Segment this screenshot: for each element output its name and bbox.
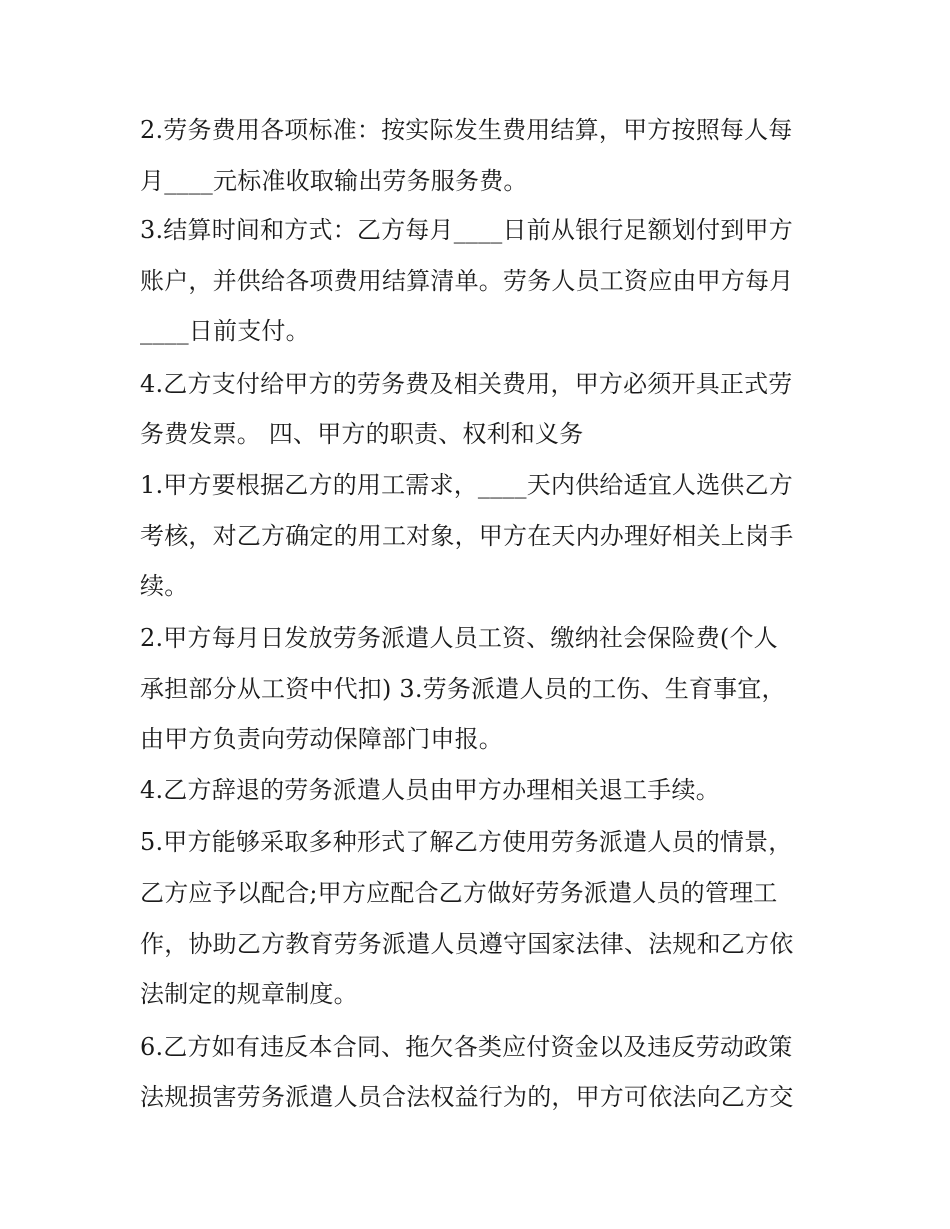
text-line: 账户，并供给各项费用结算清单。劳务人员工资应由甲方每月 [140,267,794,295]
text-line: 4.乙方辞退的劳务派遣人员由甲方办理相关退工手续。 [140,776,720,804]
text-line: 3.结算时间和方式：乙方每月____日前从银行足额划付到甲方 [140,216,793,244]
text-line: 2.劳务费用各项标准：按实际发生费用结算，甲方按照每人每 [140,116,793,144]
text-line: 2.甲方每月日发放劳务派遣人员工资、缴纳社会保险费(个人 [140,624,778,652]
text-line: 法规损害劳务派遣人员合法权益行为的，甲方可依法向乙方交 [140,1083,794,1111]
text-line: ____日前支付。 [140,317,310,345]
text-line: 4.乙方支付给甲方的劳务费及相关费用，甲方必须开具正式劳 [140,370,793,398]
text-line: 考核，对乙方确定的用工对象，甲方在天内办理好相关上岗手 [140,522,794,550]
text-line: 6.乙方如有违反本合同、拖欠各类应付资金以及违反劳动政策 [140,1033,793,1061]
text-line: 乙方应予以配合;甲方应配合乙方做好劳务派遣人员的管理工 [140,879,778,907]
text-line: 5.甲方能够采取多种形式了解乙方使用劳务派遣人员的情景， [140,828,793,856]
text-line: 月____元标准收取输出劳务服务费。 [140,167,528,195]
text-line: 务费发票。 四、甲方的职责、权利和义务 [140,420,584,448]
text-line: 法制定的规章制度。 [140,980,358,1008]
text-line: 承担部分从工资中代扣) 3.劳务派遣人员的工伤、生育事宜， [140,675,786,703]
text-line: 由甲方负责向劳动保障部门申报。 [140,725,503,753]
text-line: 续。 [140,572,189,600]
text-line: 1.甲方要根据乙方的用工需求，____天内供给适宜人选供乙方 [140,471,793,499]
text-line: 作，协助乙方教育劳务派遣人员遵守国家法律、法规和乙方依 [140,930,794,958]
